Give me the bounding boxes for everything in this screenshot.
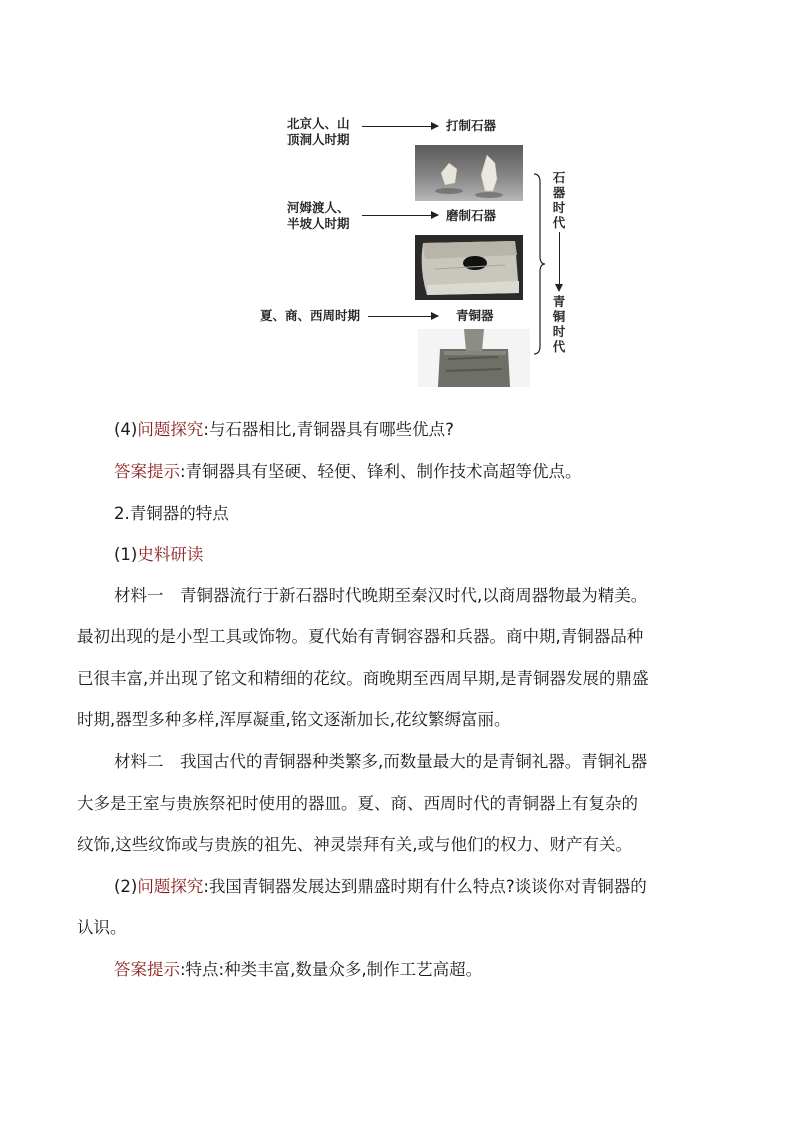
material-2-line-3: 纹饰,这些纹饰或与贵族的祖先、神灵崇拜有关,或与他们的权力、财产有关。: [77, 835, 632, 854]
arrow-icon: [362, 126, 438, 127]
question-2-line-2: 认识。: [77, 918, 127, 937]
question-tag: 问题探究: [137, 877, 204, 896]
char: 时: [552, 324, 566, 339]
sub-number: (1): [114, 545, 138, 564]
bronze-tool-photo: [418, 329, 530, 387]
material-1-line-3: 已很丰富,并出现了铭文和精细的花纹。商晚期至西周早期,是青铜器发展的鼎盛: [77, 669, 649, 688]
question-2: [114, 875, 647, 899]
question-text: :我国青铜器发展达到鼎盛时期有什么特点?谈谈你对青铜器的: [203, 877, 647, 896]
answer-text: :特点:种类丰富,数量众多,制作工艺高超。: [180, 960, 483, 979]
down-arrow-icon: [559, 232, 560, 290]
tool-label-chipped-stone: 打制石器: [446, 118, 497, 133]
era-label-xia-shang-zhou: 夏、商、西周时期: [260, 308, 361, 323]
answer-2: [114, 958, 482, 982]
char: 青: [552, 294, 566, 309]
material-1-line-2: 最初出现的是小型工具或饰物。夏代始有青铜容器和兵器。商中期,青铜器品种: [77, 627, 644, 646]
material-2-line-1: 材料二 我国古代的青铜器种类繁多,而数量最大的是青铜礼器。青铜礼器: [114, 752, 648, 771]
tool-label-polished-stone: 磨制石器: [446, 208, 497, 223]
sub-tag: 史料研读: [137, 545, 204, 564]
answer-4: [114, 460, 582, 484]
answer-text: :青铜器具有坚硬、轻便、锋利、制作技术高超等优点。: [180, 462, 582, 481]
question-tag: 问题探究: [137, 420, 204, 439]
era-label-line: 半坡人时期: [287, 216, 350, 231]
era-label-line: 北京人、山: [287, 116, 350, 131]
era-label-hemudu: [287, 200, 350, 232]
char: 石: [552, 170, 566, 185]
answer-tag: 答案提示: [114, 960, 180, 979]
material-2-line-2: 大多是王室与贵族祭祀时使用的器皿。夏、商、西周时代的青铜器上有复杂的: [77, 794, 638, 813]
era-label-line: 顶洞人时期: [287, 132, 350, 147]
sub-heading-1: [114, 543, 203, 567]
char: 代: [552, 339, 566, 354]
question-number: (4): [114, 420, 138, 439]
polished-stone-photo: [415, 235, 523, 300]
stone-age-label: [552, 170, 566, 230]
section-heading: 2.青铜器的特点: [114, 504, 229, 523]
char: 时: [552, 200, 566, 215]
char: 器: [552, 185, 566, 200]
era-label-line: 河姆渡人、: [287, 200, 350, 215]
question-text: :与石器相比,青铜器具有哪些优点?: [203, 420, 454, 439]
material-1-line-1: 材料一 青铜器流行于新石器时代晚期至秦汉时代,以商周器物最为精美。: [114, 586, 648, 605]
arrow-icon: [362, 215, 438, 216]
arrow-icon: [368, 316, 438, 317]
question-number: (2): [114, 877, 138, 896]
question-4: [114, 418, 454, 442]
tool-label-bronze: 青铜器: [456, 308, 494, 323]
brace-icon: [532, 172, 546, 356]
era-label-beijing: [287, 116, 350, 148]
history-diagram: [250, 108, 580, 393]
bronze-age-label: [552, 294, 566, 354]
char: 铜: [552, 309, 566, 324]
answer-tag: 答案提示: [114, 462, 180, 481]
material-1-line-4: 时期,器型多种多样,浑厚凝重,铭文逐渐加长,花纹繁缛富丽。: [77, 710, 511, 729]
char: 代: [552, 215, 566, 230]
chipped-stone-photo: [415, 145, 523, 201]
